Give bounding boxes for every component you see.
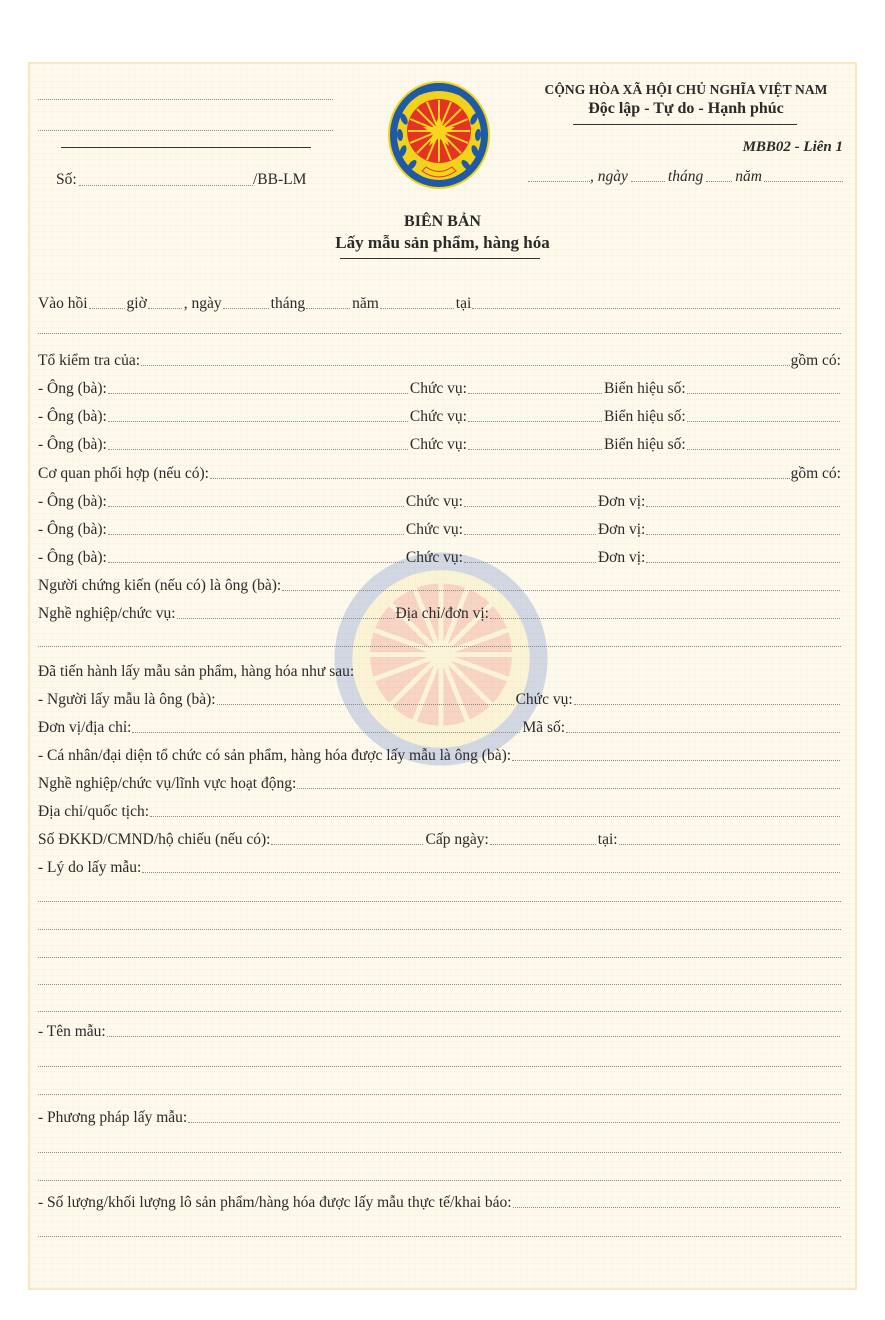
- coordinator-name-field[interactable]: [108, 562, 404, 563]
- inspector-badge-field[interactable]: [687, 393, 840, 394]
- number-label: Số:: [56, 171, 77, 188]
- owner-label: - Cá nhân/đại diện tổ chức có sản phẩm, hàng hóa được lấy mẫu là ông (bà):: [38, 747, 512, 764]
- year-field[interactable]: [380, 308, 454, 309]
- sampler-code-field[interactable]: [566, 732, 840, 733]
- time-place-row: [38, 293, 841, 313]
- coordinator-position-field[interactable]: [464, 534, 596, 535]
- reason-label: - Lý do lấy mẫu:: [38, 859, 142, 876]
- inspector-badge-label: Biển hiệu số:: [603, 380, 686, 397]
- inspector-name-label: - Ông (bà):: [38, 380, 107, 397]
- inspector-badge-field[interactable]: [687, 449, 840, 450]
- inspector-badge-field[interactable]: [687, 421, 840, 422]
- agency-underline: [61, 147, 311, 148]
- number-field[interactable]: [79, 185, 253, 186]
- sample-name-label: - Tên mẫu:: [38, 1023, 106, 1040]
- inspector-row-3: [38, 434, 841, 454]
- owner-address-row: [38, 801, 841, 821]
- coordinator-unit-label: Đơn vị:: [597, 549, 646, 566]
- quantity-label: - Số lượng/khối lượng lô sản phẩm/hàng hóa được lấy mẫu thực tế/khai báo:: [38, 1194, 512, 1211]
- coordinator-name-label: - Ông (bà):: [38, 549, 107, 566]
- inspector-name-label: - Ông (bà):: [38, 408, 107, 425]
- country-name: CỘNG HÒA XÃ HỘI CHỦ NGHĨA VIỆT NAM: [544, 82, 828, 97]
- time-at-label: Vào hồi: [38, 295, 88, 312]
- document-title: BIÊN BẢN: [404, 213, 481, 230]
- day-label: , ngày: [183, 295, 222, 312]
- reason-field-line-5[interactable]: [38, 984, 841, 985]
- witness-occupation-field[interactable]: [177, 618, 394, 619]
- coordinator-position-field[interactable]: [464, 506, 596, 507]
- reason-field[interactable]: [142, 872, 840, 873]
- inspection-team-label: Tổ kiểm tra của:: [38, 352, 140, 369]
- owner-issue-place-label: tại:: [597, 831, 618, 848]
- coordinator-row-1: [38, 491, 841, 511]
- sampler-unit-row: [38, 717, 841, 737]
- sampling-intro: Đã tiến hành lấy mẫu sản phẩm, hàng hóa như sau:: [38, 663, 355, 680]
- inspector-name-label: - Ông (bà):: [38, 436, 107, 453]
- quantity-field[interactable]: [513, 1207, 840, 1208]
- day-field[interactable]: [223, 308, 269, 309]
- witness-address-label: Địa chỉ/đơn vị:: [395, 605, 489, 622]
- agency-line-1-field[interactable]: [38, 99, 333, 100]
- issue-place-field[interactable]: [528, 181, 590, 182]
- sampler-position-label: Chức vụ:: [515, 691, 573, 708]
- coordinator-unit-field[interactable]: [646, 506, 840, 507]
- police-emblem-icon: [386, 79, 492, 191]
- coordinator-unit-label: Đơn vị:: [597, 521, 646, 538]
- coordinator-name-field[interactable]: [108, 534, 404, 535]
- sampler-name-field[interactable]: [217, 704, 514, 705]
- owner-address-field[interactable]: [150, 816, 840, 817]
- reason-row: [38, 857, 841, 877]
- owner-id-field[interactable]: [271, 844, 423, 845]
- coordinator-position-label: Chức vụ:: [405, 493, 463, 510]
- coordinator-position-label: Chức vụ:: [405, 521, 463, 538]
- reason-field-line-6[interactable]: [38, 1011, 841, 1012]
- month-field[interactable]: [306, 308, 350, 309]
- coordinator-name-field[interactable]: [108, 506, 404, 507]
- coordinator-row-2: [38, 519, 841, 539]
- owner-occupation-row: [38, 773, 841, 793]
- place-field[interactable]: [472, 308, 840, 309]
- inspection-team-suffix: gồm có:: [790, 352, 841, 369]
- coordinator-row-3: [38, 547, 841, 567]
- witness-occupation-label: Nghề nghiệp/chức vụ:: [38, 605, 176, 622]
- quantity-field-line-2[interactable]: [38, 1236, 841, 1237]
- inspector-name-field[interactable]: [108, 421, 408, 422]
- coordinating-agency-row: [38, 463, 841, 483]
- form-code: MBB02 - Liên 1: [742, 139, 843, 155]
- inspector-position-field[interactable]: [468, 393, 602, 394]
- sample-name-field-line-3[interactable]: [38, 1094, 841, 1095]
- coordinating-agency-label: Cơ quan phối hợp (nếu có):: [38, 465, 209, 482]
- hour-label: giờ: [126, 295, 147, 312]
- coordinating-agency-field[interactable]: [210, 478, 790, 479]
- reason-field-line-4[interactable]: [38, 957, 841, 958]
- sampling-intro-row: [38, 661, 841, 681]
- month-label: tháng: [270, 295, 306, 312]
- coordinator-position-field[interactable]: [464, 562, 596, 563]
- owner-occupation-field[interactable]: [297, 788, 840, 789]
- method-field[interactable]: [188, 1122, 840, 1123]
- owner-name-field[interactable]: [512, 760, 840, 761]
- witness-label: Người chứng kiến (nếu có) là ông (bà):: [38, 577, 282, 594]
- issue-day-label: , ngày: [590, 168, 628, 185]
- year-label: năm: [352, 295, 379, 312]
- witness-row: [38, 575, 841, 595]
- issue-year-field[interactable]: [764, 181, 843, 182]
- method-field-line-2[interactable]: [38, 1152, 841, 1153]
- issue-month-field[interactable]: [706, 181, 732, 182]
- witness-address-field[interactable]: [490, 618, 840, 619]
- issue-year-label: năm: [735, 168, 762, 185]
- motto-underline: [573, 124, 797, 125]
- inspector-position-label: Chức vụ:: [409, 408, 467, 425]
- witness-address-continued[interactable]: [38, 646, 841, 647]
- coordinator-name-label: - Ông (bà):: [38, 493, 107, 510]
- method-row: [38, 1107, 841, 1127]
- agency-line-2-field[interactable]: [38, 130, 333, 131]
- coordinator-name-label: - Ông (bà):: [38, 521, 107, 538]
- witness-name-field[interactable]: [282, 590, 840, 591]
- owner-issue-date-field[interactable]: [490, 844, 596, 845]
- sampler-position-field[interactable]: [574, 704, 840, 705]
- sampler-row: [38, 689, 841, 709]
- method-label: - Phương pháp lấy mẫu:: [38, 1109, 188, 1126]
- issue-date-row: [528, 166, 843, 186]
- inspector-row-2: [38, 406, 841, 426]
- coordinator-unit-field[interactable]: [646, 534, 840, 535]
- reason-field-line-3[interactable]: [38, 929, 841, 930]
- national-motto: Độc lập - Tự do - Hạnh phúc: [588, 100, 784, 117]
- reason-field-line-2[interactable]: [38, 901, 841, 902]
- coordinator-unit-label: Đơn vị:: [597, 493, 646, 510]
- owner-address-label: Địa chỉ/quốc tịch:: [38, 803, 150, 820]
- owner-issue-place-field[interactable]: [619, 844, 840, 845]
- sampler-code-label: Mã số:: [522, 719, 566, 736]
- inspector-badge-label: Biển hiệu số:: [603, 408, 686, 425]
- issue-day-field[interactable]: [631, 181, 665, 182]
- inspection-team-row: [38, 350, 841, 370]
- number-suffix: /BB-LM: [253, 171, 307, 188]
- owner-id-row: [38, 829, 841, 849]
- inspector-badge-label: Biển hiệu số:: [603, 436, 686, 453]
- owner-issue-date-label: Cấp ngày:: [425, 831, 489, 848]
- witness-detail-row: [38, 603, 841, 623]
- coordinating-agency-suffix: gồm có:: [790, 465, 841, 482]
- coordinator-unit-field[interactable]: [646, 562, 840, 563]
- method-field-line-3[interactable]: [38, 1180, 841, 1181]
- sampler-unit-label: Đơn vị/địa chỉ:: [38, 719, 132, 736]
- sample-name-row: [38, 1021, 841, 1041]
- inspector-name-field[interactable]: [108, 393, 408, 394]
- title-underline: [340, 258, 540, 259]
- inspector-name-field[interactable]: [108, 449, 408, 450]
- hour-field[interactable]: [89, 308, 125, 309]
- sample-name-field[interactable]: [107, 1036, 840, 1037]
- place-label: tại: [455, 295, 472, 312]
- inspector-position-field[interactable]: [468, 449, 602, 450]
- owner-occupation-label: Nghề nghiệp/chức vụ/lĩnh vực hoạt động:: [38, 775, 297, 792]
- inspection-team-field[interactable]: [141, 365, 790, 366]
- owner-row: [38, 745, 841, 765]
- sample-name-field-line-2[interactable]: [38, 1066, 841, 1067]
- inspector-position-field[interactable]: [468, 421, 602, 422]
- inspector-row-1: [38, 378, 841, 398]
- sampler-label: - Người lấy mẫu là ông (bà):: [38, 691, 216, 708]
- owner-id-label: Số ĐKKD/CMND/hộ chiếu (nếu có):: [38, 831, 271, 848]
- document-subtitle: Lấy mẫu sản phẩm, hàng hóa: [335, 233, 550, 252]
- coordinator-position-label: Chức vụ:: [405, 549, 463, 566]
- place-field-continued[interactable]: [38, 333, 841, 334]
- sampler-unit-field[interactable]: [132, 732, 520, 733]
- issue-month-label: tháng: [667, 168, 704, 185]
- minute-field[interactable]: [148, 308, 182, 309]
- quantity-row: [38, 1192, 841, 1212]
- inspector-position-label: Chức vụ:: [409, 436, 467, 453]
- inspector-position-label: Chức vụ:: [409, 380, 467, 397]
